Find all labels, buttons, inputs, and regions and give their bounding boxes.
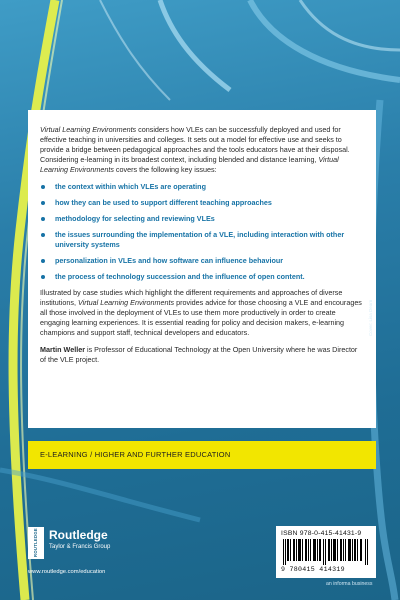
intro-text-2: covers the following key issues: (113, 165, 217, 174)
summary-book-title: Virtual Learning Environments (77, 298, 175, 307)
blue-cable-1 (160, 0, 230, 90)
intro-book-title-2: Virtual Learning Environments (40, 155, 339, 174)
barcode-digits: 9 780415 414319 (281, 566, 345, 573)
list-item-text: the process of technology succession and the influence of open content. (55, 272, 305, 281)
publisher-url: www.routledge.com/education (28, 569, 106, 575)
intro-text-1: considers how VLEs can be successfully deployed and used for effective teaching in universities and colleges. It sets out a model for effective use and seeks to provide a bridge between pedagogical approaches and the tools educators have at their disposal. Considering e-learning in its broadest context, including blended and distance learning, (40, 125, 350, 164)
blue-cable-3 (300, 0, 400, 50)
blue-cable-6 (100, 0, 170, 100)
barcode-icon (281, 539, 371, 565)
photo-credit: Cover: Lisa Dearn (368, 299, 373, 336)
author-bio: is Professor of Educational Technology at the Open University where he was Director of the VLE project. (40, 345, 358, 364)
publisher-group: Taylor & Francis Group (49, 544, 111, 550)
list-item-text: the issues surrounding the implementation of a VLE, including interaction with other university systems (55, 230, 345, 249)
summary-paragraph (40, 288, 364, 338)
blue-cable-5 (0, 470, 200, 520)
summary-text-1: Illustrated by case studies which highlight the different requirements and approaches of diverse institutions, (40, 288, 343, 307)
author-paragraph (40, 345, 364, 365)
bullet-icon (41, 275, 45, 279)
key-issues-list (40, 182, 364, 282)
list-item-text: how they can be used to support different teaching approaches (55, 198, 272, 207)
blue-cable-2 (250, 0, 400, 80)
bullet-icon (41, 217, 45, 221)
description-panel (28, 110, 376, 428)
bullet-icon (41, 259, 45, 263)
intro-paragraph (40, 125, 364, 175)
publisher-name: Routledge (49, 528, 108, 542)
list-item (40, 256, 364, 266)
author-name: Martin Weller (40, 345, 85, 354)
list-item (40, 272, 364, 282)
list-item-text: personalization in VLEs and how software can influence behaviour (55, 256, 284, 265)
list-item (40, 182, 364, 192)
informa-tagline: an informa business (326, 581, 373, 587)
bullet-icon (41, 201, 45, 205)
bullet-icon (41, 185, 45, 189)
list-item (40, 214, 364, 224)
list-item-text: the context within which VLEs are operating (55, 182, 206, 191)
bullet-icon (41, 233, 45, 237)
list-item (40, 230, 364, 250)
category-band: E-LEARNING / HIGHER AND FURTHER EDUCATION (28, 441, 376, 469)
publisher-logo (28, 527, 198, 577)
isbn-number: ISBN 978-0-415-41431-9 (281, 530, 362, 537)
barcode-panel (276, 526, 376, 578)
list-item (40, 198, 364, 208)
routledge-mark-icon: ROUTLEDGE (28, 527, 44, 559)
list-item-text: methodology for selecting and reviewing VLEs (55, 214, 215, 223)
summary-text-2: provides advice for those choosing a VLE and encourages all those involved in the deployment of VLEs to use them more productively in order to create engaging learning experiences. It is essential reading for policy and decision makers, e-learning champions and support staff, technical developers and educators. (40, 298, 362, 337)
intro-book-title: Virtual Learning Environments (40, 125, 137, 134)
